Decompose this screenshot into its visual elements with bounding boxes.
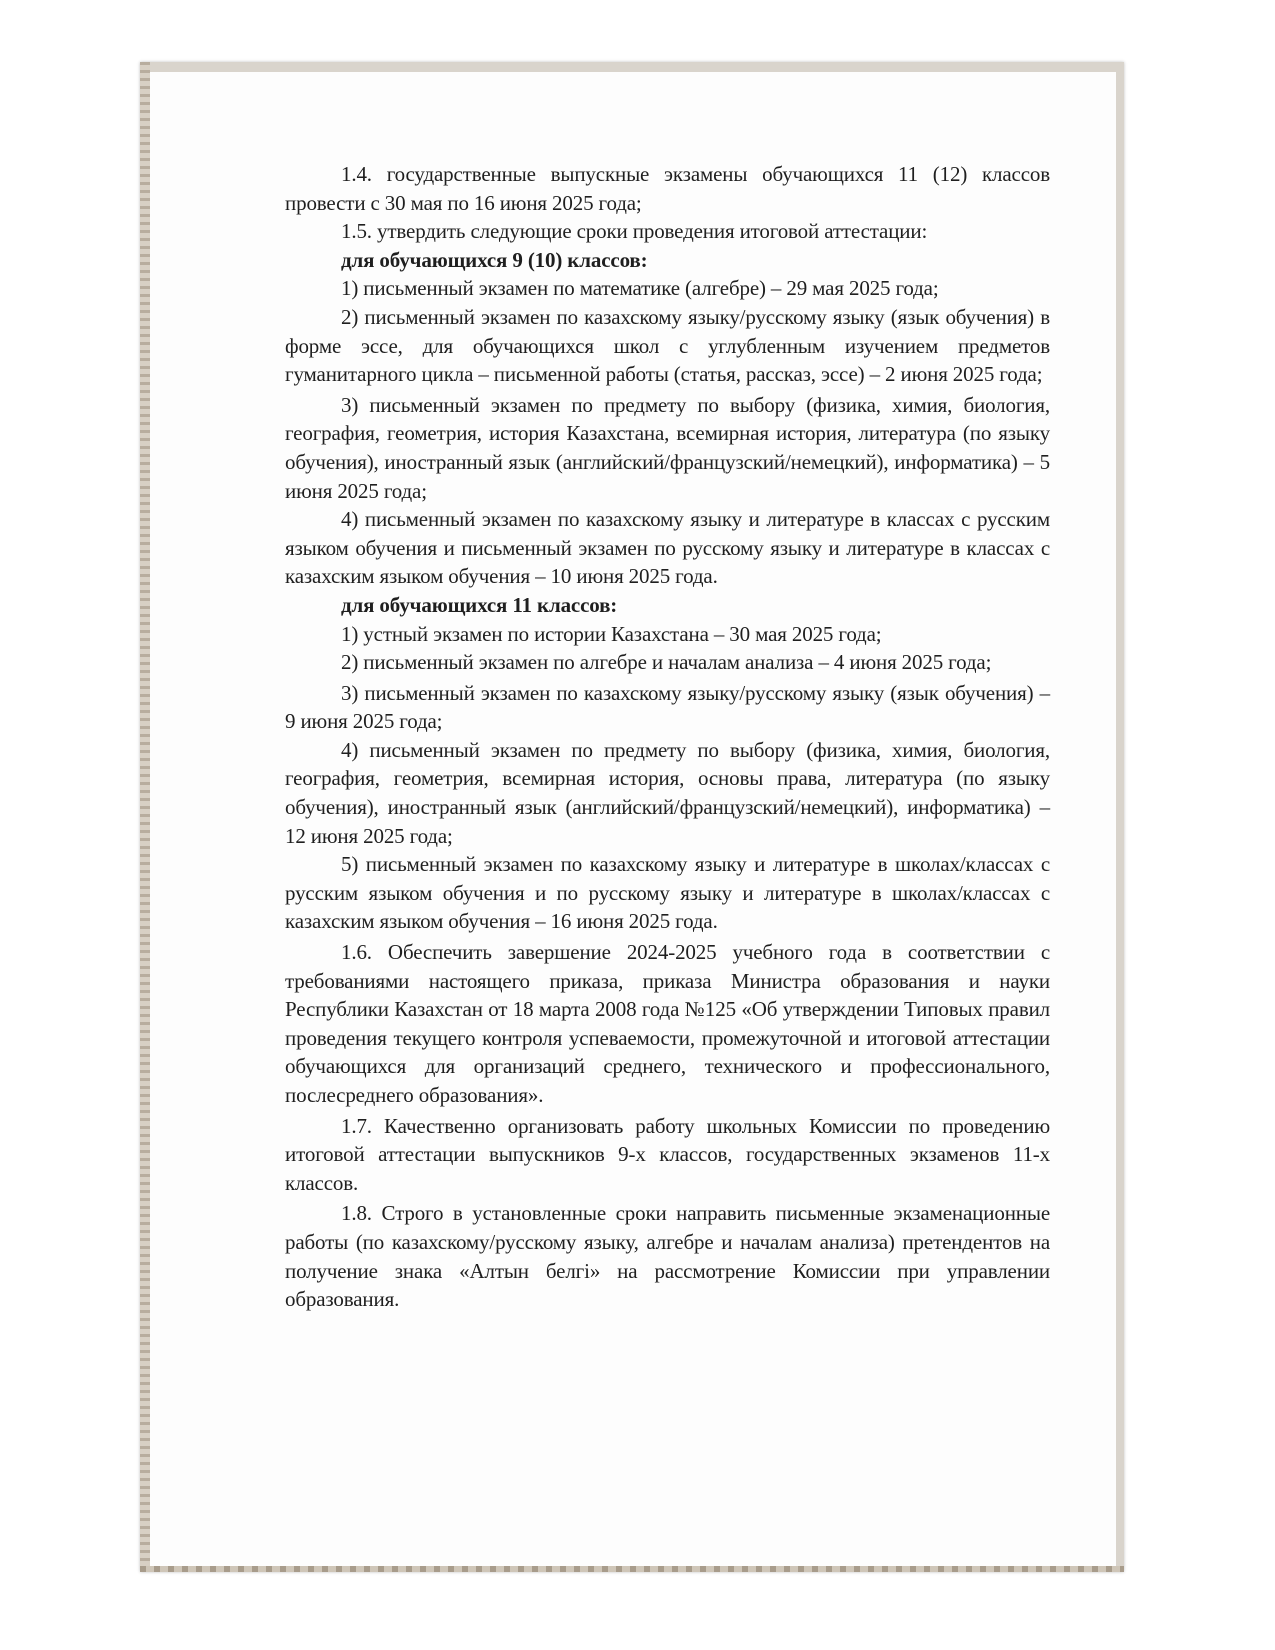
list-item-grade-9-1: 1) письменный экзамен по математике (алгебре) – 29 мая 2025 года; (341, 276, 939, 301)
paragraph-1-8: 1.8. Строго в установленные сроки направить письменные экзаменационные работы (по казахскому/русскому языку, алгебре и началам анализа) претендентов на получение знака «Алтын белгі» на рассмотрение Комиссии при управлении образования. (285, 1201, 1050, 1312)
paragraph-1-4: 1.4. государственные выпускные экзамены обучающихся 11 (12) классов провести с 30 мая по 16 июня 2025 года; (285, 162, 1050, 215)
page-bottom-edge (140, 1566, 1124, 1572)
subheading-grade-9: для обучающихся 9 (10) классов: (341, 247, 648, 272)
list-item-grade-9-3: 3) письменный экзамен по предмету по выбору (физика, химия, биология, география, геометрия, история Казахстана, всемирная история, литература (по языку обучения), иностранный язык (английский/французский/немецкий), информатика) – 5 июня 2025 года; (285, 392, 1050, 503)
list-item-grade-9-2: 2) письменный экзамен по казахскому языку/русскому языку (язык обучения) в форме эссе, для обучающихся школ с углубленным изучением предметов гуманитарного цикла – письменной работы (статья, рассказ, эссе) – 2 июня 2025 года; (285, 304, 1050, 387)
list-item-grade-9-4: 4) письменный экзамен по казахскому языку и литературе в классах с русским языком обучения и письменный экзамен по русскому языку и литературе в классах с казахским языком обучения – 10 июня 2025 года. (285, 507, 1050, 589)
subheading-grade-11: для обучающихся 11 классов: (341, 592, 618, 617)
list-item-grade-11-5: 5) письменный экзамен по казахскому языку и литературе в школах/классах с русским языком обучения и по русскому языку и литературе в школах/классах с казахским языком обучения – 16 июня 2025 года. (285, 852, 1050, 934)
page-left-edge (140, 62, 150, 1572)
list-item-grade-11-4: 4) письменный экзамен по предмету по выбору (физика, химия, биология, география, геометрия, всемирная история, основы права, литература (по языку обучения), иностранный язык (английский/французский/немецкий), информатика) – 12 июня 2025 года; (285, 737, 1050, 848)
list-item-grade-11-1: 1) устный экзамен по истории Казахстана – 30 мая 2025 года; (341, 621, 882, 646)
paragraph-1-6: 1.6. Обеспечить завершение 2024-2025 учебного года в соответствии с требованиями настоящего приказа, приказа Министра образования и науки Республики Казахстан от 18 марта 2008 года №125 «Об утверждении Типовых правил проведения текущего контроля успеваемости, промежуточной и итоговой аттестации обучающихся для организаций среднего, технического и профессионального, послесреднего образования». (285, 940, 1050, 1107)
paragraph-1-5: 1.5. утвердить следующие сроки проведения итоговой аттестации: (341, 219, 928, 244)
list-item-grade-11-2: 2) письменный экзамен по алгебре и началам анализа – 4 июня 2025 года; (341, 650, 992, 675)
list-item-grade-11-3: 3) письменный экзамен по казахскому языку/русскому языку (язык обучения) – 9 июня 2025 года; (285, 680, 1050, 734)
paragraph-1-7: 1.7. Качественно организовать работу школьных Комиссии по проведению итоговой аттестации выпускников 9-х классов, государственных экзаменов 11-х классов. (285, 1113, 1050, 1195)
document-body (285, 160, 1050, 1314)
